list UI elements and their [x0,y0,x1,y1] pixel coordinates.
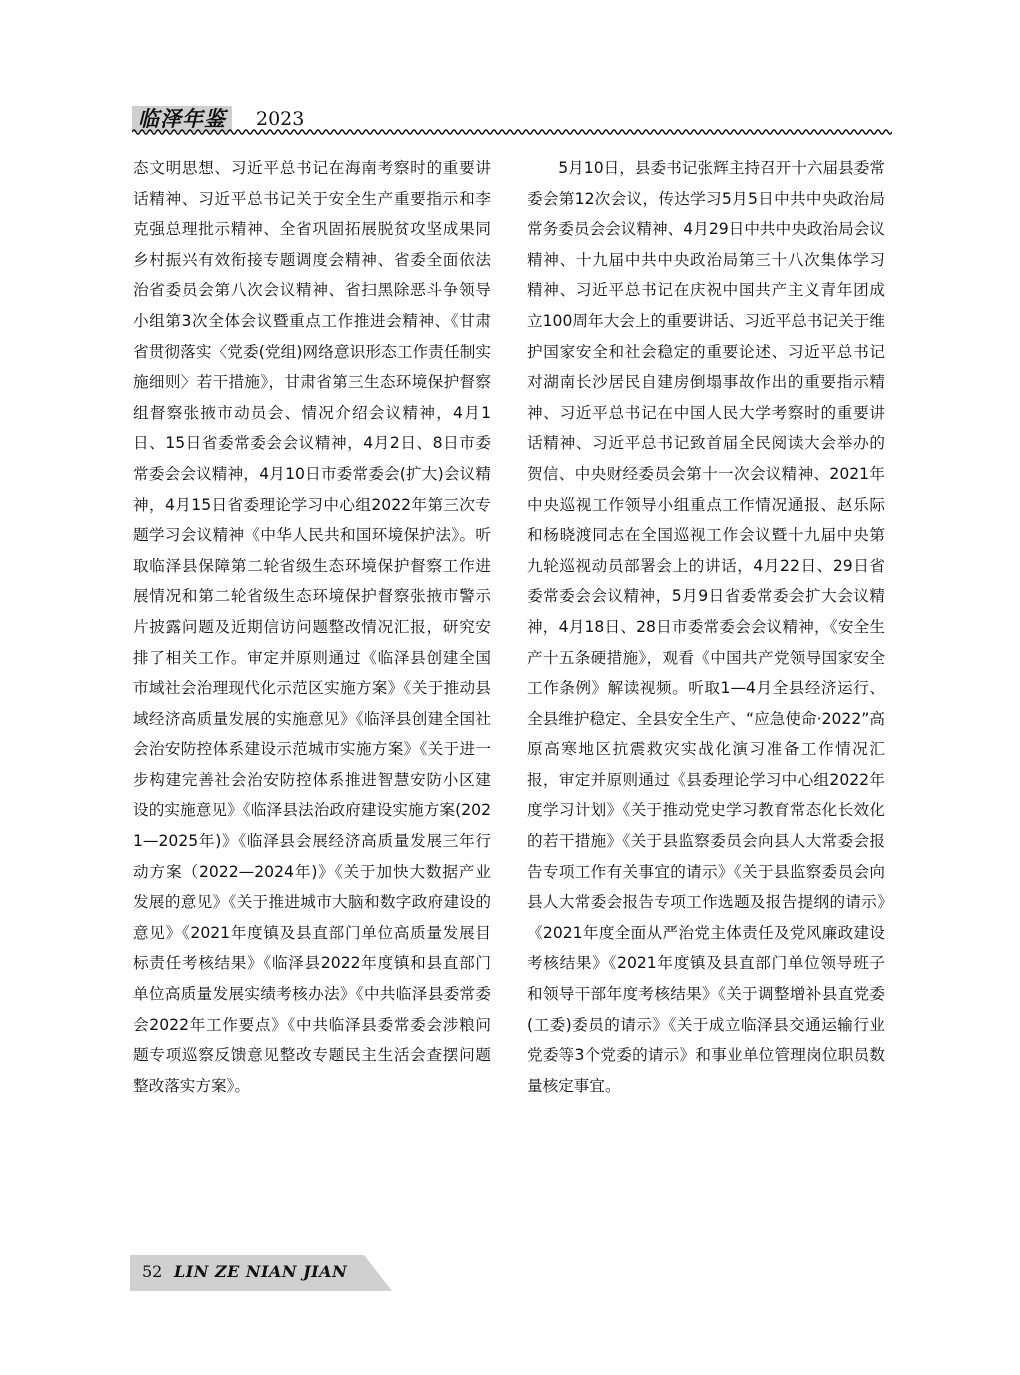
running-head [132,100,892,140]
page-number: 52 [142,1262,163,1281]
yearbook-year: 2023 [256,108,305,130]
right-column-text: 5月10日，县委书记张辉主持召开十六届县委常委会第12次会议，传达学习5月5日中共中央政治局常务委员会会议精神、4月29日中共中央政治局会议精神、十九届中共中央政治局第三十八次集体学习精神、习近平总书记在庆祝中国共产主义青年团成立100周年大会上的重要讲话、习近平总书记关于维护国家安全和社会稳定的重要论述、习近平总书记对湖南长沙居民自建房倒塌事故作出的重要指示精神、习近平总书记在中国人民大学考察时的重要讲话精神、习近平总书记致首届全民阅读大会举办的贺信、中央财经委员会第十一次会议精神、2021年中央巡视工作领导小组重点工作情况通报、赵乐际和杨晓渡同志在全国巡视工作会议暨十九届中央第九轮巡视动员部署会上的讲话，4月22日、29日省委常委会会议精神，5月9日省委常委会扩大会议精神，4月18日、28日市委常委会会议精神，《安全生产十五条硬措施》，观看《中国共产党领导国家安全工作条例》解读视频。听取1—4月全县经济运行、全县维护稳定、全县安全生产、“应急使命·2022”高原高寒地区抗震救灾实战化演习准备工作情况汇报，审定并原则通过《县委理论学习中心组2022年度学习计划》《关于推动党史学习教育常态化长效化的若干措施》《关于县监察委员会向县人大常委会报告专项工作有关事宜的请示》《关于县监察委员会向县人大常委会报告专项工作选题及报告提纲的请示》《2021年度全面从严治党主体责任及党风廉政建设考核结果》《2021年度镇及县直部门单位领导班子和领导干部年度考核结果》《关于调整增补县直党委(工委)委员的请示》《关于成立临泽县交通运输行业党委等3个党委的请示》和事业单位管理岗位职员数量核定事宜。 [527,159,885,1095]
yearbook-title: 临泽年鉴 [132,106,232,132]
publication-name: LIN ZE NIAN JIAN [174,1262,348,1281]
left-column-text: 态文明思想、习近平总书记在海南考察时的重要讲话精神、习近平总书记关于安全生产重要指示和李克强总理批示精神、全省巩固拓展脱贫攻坚成果同乡村振兴有效衔接专题调度会精神、省委全面依法治省委员会第八次会议精神、省扫黑除恶斗争领导小组第3次全体会议暨重点工作推进会精神、《甘肃省贯彻落实〈党委(党组)网络意识形态工作责任制实施细则〉若干措施》，甘肃省第三生态环境保护督察组督察张掖市动员会、情况介绍会议精神，4月1日、15日省委常委会会议精神，4月2日、8日市委常委会会议精神，4月10日市委常委会(扩大)会议精神，4月15日省委理论学习中心组2022年第三次专题学习会议精神《中华人民共和国环境保护法》。听取临泽县保障第二轮省级生态环境保护督察工作进展情况和第二轮省级生态环境保护督察张掖市警示片披露问题及近期信访问题整改情况汇报，研究安排了相关工作。审定并原则通过《临泽县创建全国市域社会治理现代化示范区实施方案》《关于推动县域经济高质量发展的实施意见》《临泽县创建全国社会治安防控体系建设示范城市实施方案》《关于进一步构建完善社会治安防控体系推进智慧安防小区建设的实施意见》《临泽县法治政府建设实施方案(2021—2025年)》《临泽县会展经济高质量发展三年行动方案（2022—2024年)》《关于加快大数据产业发展的意见》《关于推进城市大脑和数字政府建设的意见》《2021年度镇及县直部门单位高质量发展目标责任考核结果》《临泽县2022年度镇和县直部门单位高质量发展实绩考核办法》《中共临泽县委常委会2022年工作要点》《中共临泽县委常委会涉粮问题专项巡察反馈意见整改专题民主生活会查摆问题整改落实方案》。 [133,159,491,1095]
wavy-rule [132,126,892,138]
footer-bar [130,1253,392,1293]
